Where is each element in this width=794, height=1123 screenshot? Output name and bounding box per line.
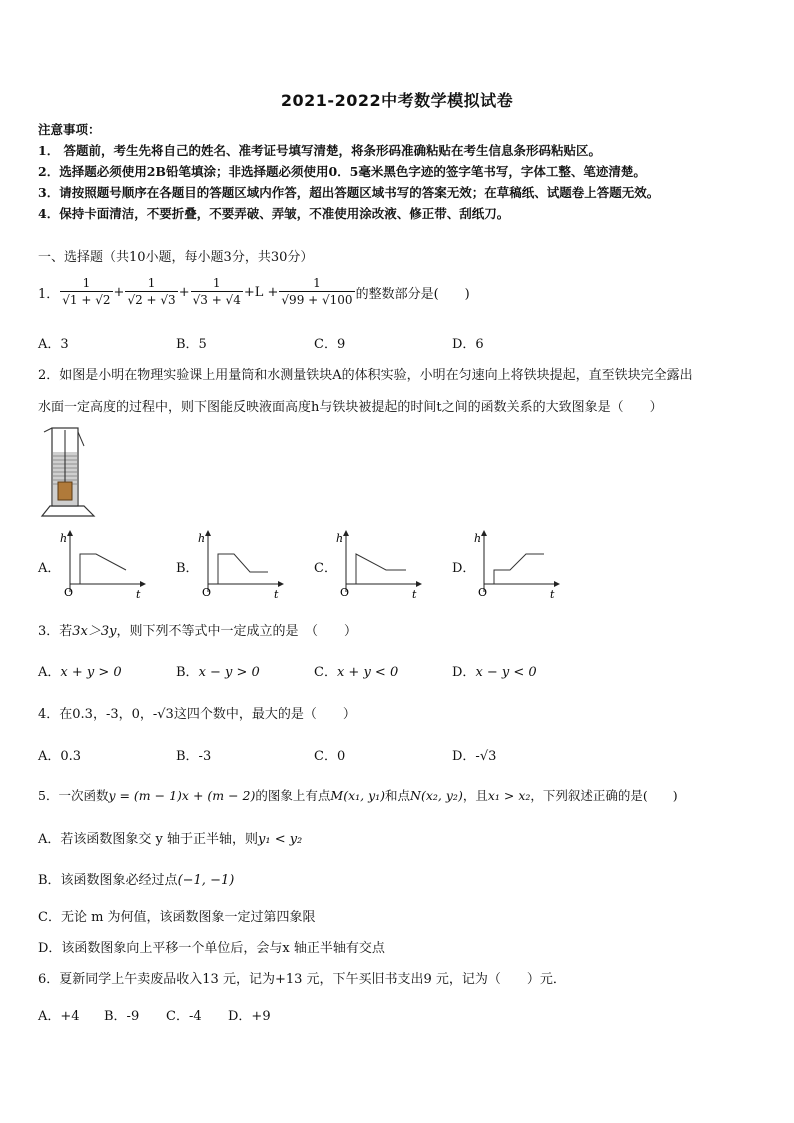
q5-stem-mid-3: ，且 [462, 788, 488, 803]
q2-graph-a-origin: O [64, 586, 74, 599]
q3-option-d-math: x − y < 0 [475, 665, 537, 680]
question-3-stem [38, 620, 357, 639]
q2-graph-b[interactable] [198, 528, 288, 602]
q2-line-1: 2．如图是小明在物理实验课上用量筒和水测量铁块A的体积实验，小明在匀速向上将铁块提起，直至铁块完全露出 [38, 368, 693, 383]
q5-stem-function: y = (m − 1)x + (m − 2) [108, 788, 256, 803]
q5-stem-condition: x₁ > x₂ [487, 788, 531, 803]
q2-graph-c-x-label: t [412, 588, 417, 601]
q2-graph-a-y-label: h [60, 532, 68, 545]
notice-item-1: 1． 答题前，考生先将自己的姓名、准考证号填写清楚，将条形码准确粘贴在考生信息条形码粘贴区。 [38, 143, 602, 158]
q3-option-b[interactable] [176, 661, 260, 680]
q2-option-d-label[interactable]: D． [452, 561, 476, 576]
q2-graph-b-origin: O [202, 586, 212, 599]
q3-stem-math: 3x＞3y [72, 624, 117, 639]
q2-graph-b-x-label: t [274, 588, 279, 601]
q1-option-d[interactable]: D．6 [452, 337, 484, 352]
q1-fraction-4-den: √99 + √100 [281, 293, 353, 307]
notice-item-4: 4．保持卡面清洁，不要折叠，不要弄破、弄皱，不准使用涂改液、修正带、刮纸刀。 [38, 206, 510, 221]
q5-option-a-text: A．若该函数图象交 y 轴于正半轴，则 [38, 832, 258, 847]
q5-stem-pre: 5．一次函数 [38, 788, 109, 803]
q2-option-c-label[interactable]: C． [314, 561, 337, 576]
q5-stem-point-m: M(x₁, y₁) [330, 788, 386, 803]
q1-fraction-4 [279, 276, 354, 308]
q1-fraction-1-den: √1 + √2 [62, 293, 111, 307]
q5-option-b-text: B．该函数图象必经过点 [38, 873, 178, 888]
q5-option-a-math: y₁ < y₂ [258, 832, 303, 847]
q2-graph-a[interactable] [60, 528, 150, 602]
q3-option-a-math: x + y > 0 [60, 665, 122, 680]
q4-option-b[interactable]: B．-3 [176, 749, 212, 764]
q1-plus-1: + [113, 284, 125, 300]
q5-option-b[interactable] [38, 869, 234, 888]
q1-fraction-2-den: √2 + √3 [127, 293, 176, 307]
q1-fraction-3-num: 1 [191, 276, 243, 292]
q4-option-c[interactable]: C．0 [314, 749, 346, 764]
q2-graph-c-y-label: h [336, 532, 344, 545]
q1-tail: 的整数部分是( ) [355, 286, 470, 302]
q2-option-b-label[interactable]: B． [176, 561, 199, 576]
q4-option-d[interactable]: D．-√3 [452, 749, 497, 764]
q5-stem-post: ，下列叙述正确的是( ) [530, 788, 678, 803]
question-5-stem [38, 786, 678, 804]
q6-option-d[interactable]: D．+9 [228, 1009, 271, 1024]
question-6-stem: 6．夏新同学上午卖废品收入13 元，记为+13 元，下午买旧书支出9 元，记为（ ）元． [38, 972, 566, 987]
q2-option-a-label[interactable]: A． [38, 561, 61, 576]
q5-option-a[interactable] [38, 828, 302, 847]
q3-option-d-label: D． [452, 665, 476, 680]
q1-fraction-3 [191, 276, 243, 308]
q6-option-a[interactable]: A．+4 [38, 1009, 80, 1024]
q3-option-b-math: x − y > 0 [198, 665, 260, 680]
q1-ellipsis: +L + [243, 284, 279, 300]
q3-option-c-math: x + y < 0 [336, 665, 399, 680]
q1-fraction-1-num: 1 [60, 276, 112, 292]
q4-option-a[interactable]: A．0.3 [38, 749, 82, 764]
q2-graph-d-x-label: t [550, 588, 555, 601]
q1-option-a[interactable]: A．3 [38, 337, 69, 352]
q2-graph-c-origin: O [340, 586, 350, 599]
q5-option-c[interactable]: C．无论 m 为何值，该函数图象一定过第四象限 [38, 910, 316, 925]
q2-graph-d[interactable] [474, 528, 564, 602]
q5-option-b-math: (−1, −1) [177, 873, 235, 888]
question-4-stem: 4．在0.3，-3，0，-√3这四个数中，最大的是（ ） [38, 707, 356, 722]
q2-graph-d-y-label: h [474, 532, 482, 545]
notice-item-3: 3．请按照题号顺序在各题目的答题区域内作答，超出答题区域书写的答案无效；在草稿纸、试题卷上答题无效。 [38, 185, 660, 200]
q3-stem-post: ，则下列不等式中一定成立的是 （ ） [116, 624, 358, 639]
q3-option-c-label: C． [314, 665, 337, 680]
q3-option-a-label: A． [38, 665, 61, 680]
q5-stem-mid-2: 和点 [385, 788, 411, 803]
q1-fraction-1 [60, 276, 112, 308]
q3-option-b-label: B． [176, 665, 199, 680]
q3-option-d[interactable] [452, 661, 537, 680]
q2-graph-d-origin: O [478, 586, 488, 599]
q3-stem-pre: 3．若 [38, 624, 73, 639]
q2-graph-c[interactable] [336, 528, 426, 602]
q1-option-c[interactable]: C．9 [314, 337, 346, 352]
notice-heading: 注意事项： [38, 122, 101, 137]
q5-stem-point-n: N(x₂, y₂) [410, 788, 463, 803]
q6-option-b[interactable]: B．-9 [104, 1009, 140, 1024]
q1-plus-2: + [178, 284, 190, 300]
q1-fraction-2 [125, 276, 177, 308]
q1-fraction-4-num: 1 [279, 276, 354, 292]
q1-fraction-2-num: 1 [125, 276, 177, 292]
q6-option-c[interactable]: C．-4 [166, 1009, 202, 1024]
question-1-stem [38, 272, 470, 312]
q5-stem-mid-1: 的图象上有点 [255, 788, 331, 803]
notice-item-2: 2．选择题必须使用2B铅笔填涂；非选择题必须使用0．5毫米黑色字迹的签字笔书写，字体工整、笔迹清楚。 [38, 164, 646, 179]
page-title: 2021-2022中考数学模拟试卷 [280, 91, 514, 110]
q3-option-a[interactable] [38, 661, 122, 680]
section-heading: 一、选择题（共10小题，每小题3分，共30分） [38, 250, 314, 265]
q2-line-2: 水面一定高度的过程中，则下图能反映液面高度h与铁块被提起的时间t之间的函数关系的大致图象是（ ） [38, 400, 663, 415]
q2-graph-a-x-label: t [136, 588, 141, 601]
beaker-figure [38, 426, 98, 518]
q1-option-b[interactable]: B．5 [176, 337, 207, 352]
q3-option-c[interactable] [314, 661, 398, 680]
q1-number: 1． [38, 286, 60, 302]
q2-graph-b-y-label: h [198, 532, 206, 545]
q5-option-d[interactable]: D．该函数图象向上平移一个单位后，会与x 轴正半轴有交点 [38, 941, 385, 956]
q1-fraction-3-den: √3 + √4 [192, 293, 241, 307]
